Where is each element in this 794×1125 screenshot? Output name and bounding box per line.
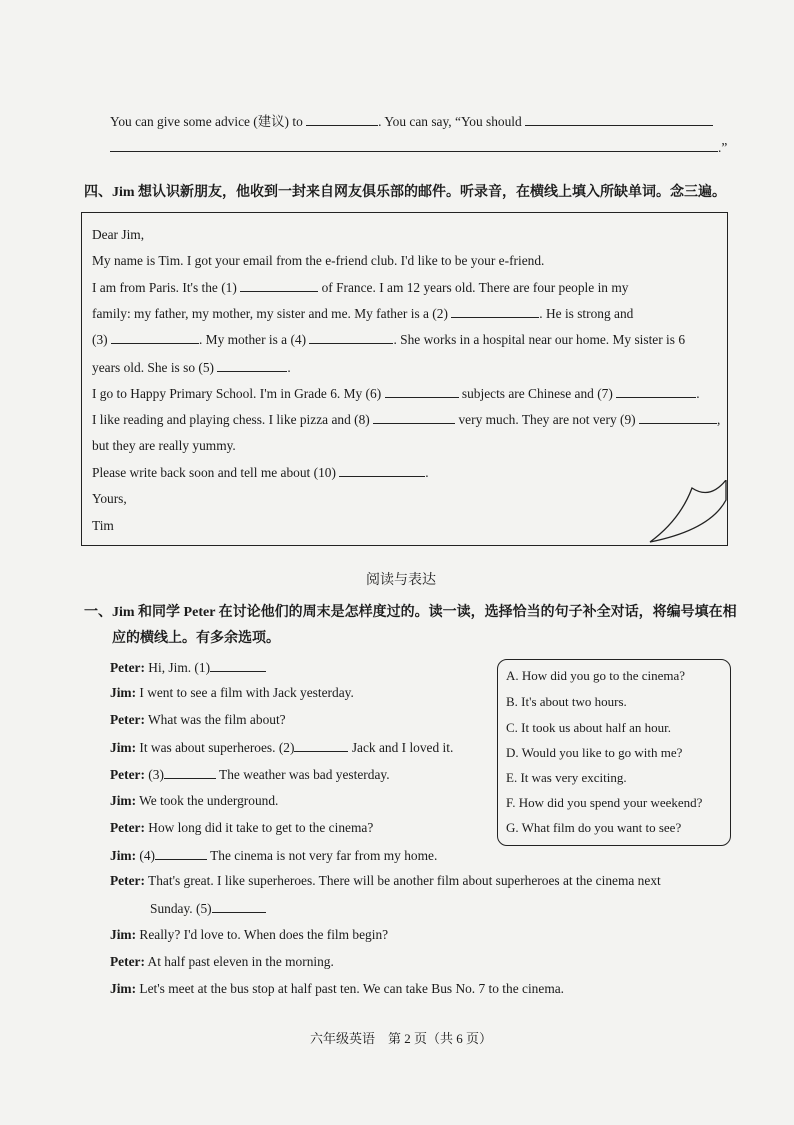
- dialog-line-2: [110, 684, 354, 702]
- email-text: of France. I am 12 years old. There are four people in my: [321, 280, 629, 295]
- email-text: .: [287, 360, 291, 375]
- dialog-text: Jack and I loved it.: [351, 740, 454, 755]
- option-g: G. What film do you want to see?: [506, 820, 682, 835]
- dialog-text: The weather was bad yesterday.: [219, 767, 390, 782]
- speaker: Peter:: [110, 660, 145, 675]
- advice-line: [110, 112, 713, 131]
- blank-10[interactable]: [339, 463, 425, 477]
- speaker: Jim:: [110, 793, 137, 808]
- email-text: very much. They are not very (9): [458, 412, 636, 427]
- email-text: (3): [92, 332, 108, 347]
- answer-blank[interactable]: [110, 138, 718, 152]
- page-footer: 六年级英语 第 2 页（共 6 页）: [310, 1031, 493, 1046]
- dialog-line-9: [110, 872, 661, 890]
- email-text: .: [696, 386, 700, 401]
- email-line-2: [92, 278, 628, 297]
- dialog-text: Hi, Jim. (1): [148, 660, 211, 675]
- dialog-line-6: [110, 792, 278, 810]
- reading-q1-line1: 一、Jim 和同学 Peter 在讨论他们的周末是怎样度过的。读一读，选择恰当的句子补全对话，将编号填在相: [84, 605, 737, 620]
- dialog-blank-2[interactable]: [294, 738, 348, 752]
- email-closing: Yours,: [92, 491, 127, 506]
- page-curl-icon: [640, 480, 730, 546]
- blank-5[interactable]: [217, 358, 287, 372]
- email-greeting: Dear Jim,: [92, 227, 145, 242]
- advice-text-2: . You can say, “You should: [378, 114, 522, 129]
- dialog-line-8: [110, 846, 437, 865]
- blank-3[interactable]: [111, 330, 199, 344]
- option-f: F. How did you spend your weekend?: [506, 795, 703, 810]
- speaker: Peter:: [110, 954, 145, 969]
- dialog-line-1: [110, 658, 266, 677]
- advice-end: .”: [718, 140, 728, 155]
- dialog-line-11: [110, 926, 388, 944]
- dialog-blank-3[interactable]: [164, 765, 216, 779]
- dialog-text: Sunday. (5): [150, 901, 212, 916]
- email-text: subjects are Chinese and (7): [461, 386, 613, 401]
- dialog-text: Really? I'd love to. When does the film begin?: [139, 927, 389, 942]
- dialog-text: That's great. I like superheroes. There will be another film about superheroes at the cinema next: [148, 873, 661, 888]
- blank-9[interactable]: [639, 410, 717, 424]
- option-e: E. It was very exciting.: [506, 770, 627, 785]
- reading-q1-line2: 应的横线上。有多余选项。: [112, 631, 280, 646]
- email-text: . My mother is a (4): [198, 332, 307, 347]
- dialog-line-7: [110, 819, 373, 837]
- speaker: Peter:: [110, 767, 145, 782]
- option-b: B. It's about two hours.: [506, 694, 627, 709]
- section4-title: 四、Jim 想认识新朋友，他收到一封来自网友俱乐部的邮件。听录音，在横线上填入所缺单词。念三遍。: [84, 185, 727, 200]
- option-a: A. How did you go to the cinema?: [506, 668, 686, 683]
- speaker: Jim:: [110, 685, 137, 700]
- dialog-text: What was the film about?: [148, 712, 286, 727]
- email-text: . He is strong and: [539, 306, 634, 321]
- dialog-text: I went to see a film with Jack yesterday.: [139, 685, 354, 700]
- email-text: I am from Paris. It's the (1): [92, 280, 237, 295]
- dialog-line-5: [110, 765, 390, 784]
- advice-line-2: [110, 138, 727, 157]
- speaker: Jim:: [110, 848, 137, 863]
- email-line-3: [92, 304, 633, 323]
- email-text: family: my father, my mother, my sister and me. My father is a (2): [92, 306, 448, 321]
- dialog-line-10: [150, 899, 266, 918]
- dialog-text: (3): [148, 767, 164, 782]
- speaker: Jim:: [110, 740, 137, 755]
- option-c: C. It took us about half an hour.: [506, 720, 672, 735]
- email-line-1: My name is Tim. I got your email from the e-friend club. I'd like to be your e-friend.: [92, 253, 545, 268]
- dialog-blank-4[interactable]: [155, 846, 207, 860]
- email-text: . She works in a hospital near our home. My sister is 6: [393, 332, 686, 347]
- blank-4[interactable]: [309, 330, 393, 344]
- dialog-text: We took the underground.: [139, 793, 279, 808]
- dialog-text: The cinema is not very far from my home.: [210, 848, 438, 863]
- speaker: Jim:: [110, 927, 137, 942]
- dialog-line-4: [110, 738, 453, 757]
- email-line-8: but they are really yummy.: [92, 438, 236, 453]
- dialog-text: Let's meet at the bus stop at half past ten. We can take Bus No. 7 to the cinema.: [139, 981, 565, 996]
- email-signature: Tim: [92, 518, 114, 533]
- dialog-blank-5[interactable]: [212, 899, 266, 913]
- answer-blank[interactable]: [525, 112, 713, 126]
- dialog-text: It was about superheroes. (2): [139, 740, 295, 755]
- blank-7[interactable]: [616, 384, 696, 398]
- answer-blank[interactable]: [306, 112, 378, 126]
- email-text: .: [425, 465, 429, 480]
- dialog-line-3: [110, 711, 286, 729]
- email-text: I go to Happy Primary School. I'm in Grade 6. My (6): [92, 386, 382, 401]
- email-text: Please write back soon and tell me about (10): [92, 465, 336, 480]
- advice-text-1: You can give some advice (建议) to: [110, 114, 303, 129]
- speaker: Peter:: [110, 873, 145, 888]
- email-line-4: [92, 330, 685, 349]
- email-line-5: [92, 358, 291, 377]
- option-d: D. Would you like to go with me?: [506, 745, 683, 760]
- dialog-line-12: [110, 953, 334, 971]
- email-line-9: [92, 463, 429, 482]
- dialog-line-13: [110, 980, 564, 998]
- email-text: years old. She is so (5): [92, 360, 214, 375]
- speaker: Peter:: [110, 820, 145, 835]
- email-line-6: [92, 384, 700, 403]
- blank-2[interactable]: [451, 304, 539, 318]
- speaker: Jim:: [110, 981, 137, 996]
- email-line-7: [92, 410, 720, 429]
- blank-6[interactable]: [385, 384, 459, 398]
- email-text: ,: [716, 412, 721, 427]
- speaker: Peter:: [110, 712, 145, 727]
- dialog-text: At half past eleven in the morning.: [147, 954, 334, 969]
- dialog-text: How long did it take to get to the cinema?: [148, 820, 374, 835]
- dialog-blank-1[interactable]: [210, 658, 266, 672]
- blank-1[interactable]: [240, 278, 318, 292]
- dialog-text: (4): [139, 848, 156, 863]
- email-text: I like reading and playing chess. I like pizza and (8): [92, 412, 370, 427]
- reading-heading: 阅读与表达: [366, 573, 436, 588]
- blank-8[interactable]: [373, 410, 455, 424]
